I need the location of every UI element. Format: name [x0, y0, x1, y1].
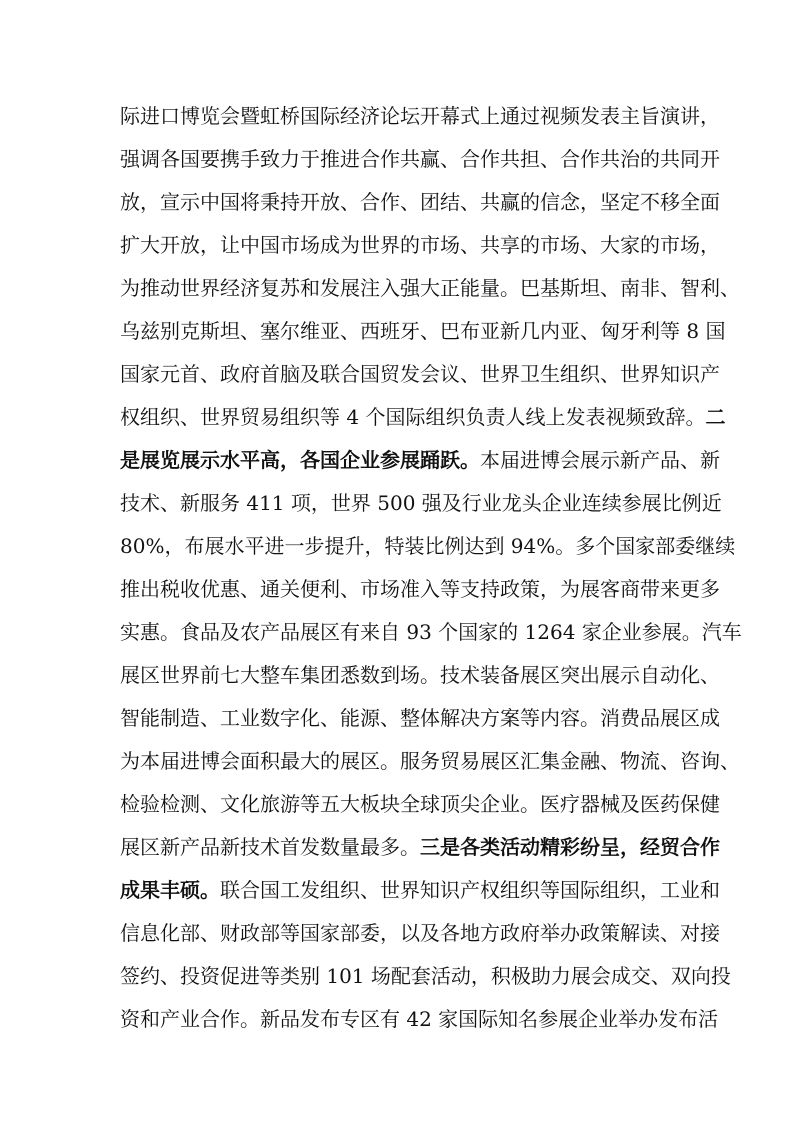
text-run: 为本届进博会面积最大的展区。服务贸易展区汇集金融、物流、咨询、 [120, 749, 740, 773]
text-line [120, 224, 720, 267]
text-run: 本届进博会展示新产品、新 [480, 448, 720, 472]
text-line [120, 568, 720, 611]
text-line [120, 353, 720, 396]
text-line [120, 955, 731, 998]
text-run: 智能制造、工业数字化、能源、整体解决方案等内容。消费品展区成 [120, 706, 720, 730]
text-line [120, 267, 740, 310]
text-line [120, 439, 720, 482]
text-line [120, 396, 726, 439]
text-run: 联合国工发组织、世界知识产权组织等国际组织，工业和 [220, 878, 720, 902]
text-line [120, 869, 720, 912]
text-run: 展区新产品新技术首发数量最多。 [120, 835, 420, 859]
text-run: 推出税收优惠、通关便利、市场准入等支持政策，为展客商带来更多 [120, 577, 720, 601]
bold-text-run: 二 [705, 405, 726, 429]
text-line [120, 697, 720, 740]
text-line [120, 138, 720, 181]
text-run: 资和产业合作。新品发布专区有 42 家国际知名参展企业举办发布活 [120, 1007, 719, 1031]
text-run: 80%，布展水平进一步提升，特装比例达到 94%。多个国家部委继续 [120, 534, 736, 558]
text-line [120, 654, 720, 697]
text-run: 签约、投资促进等类别 101 场配套活动，积极助力展会成交、双向投 [120, 964, 731, 988]
text-run: 扩大开放，让中国市场成为世界的市场、共享的市场、大家的市场， [120, 233, 720, 257]
text-run: 为推动世界经济复苏和发展注入强大正能量。巴基斯坦、南非、智利、 [120, 276, 740, 300]
text-line [120, 783, 720, 826]
text-line [120, 998, 719, 1041]
text-run: 国家元首、政府首脑及联合国贸发会议、世界卫生组织、世界知识产 [120, 362, 720, 386]
text-line [120, 181, 720, 224]
text-run: 放，宣示中国将秉持开放、合作、团结、共赢的信念，坚定不移全面 [120, 190, 720, 214]
text-line [120, 740, 740, 783]
text-run: 展区世界前七大整车集团悉数到场。技术装备展区突出展示自动化、 [120, 663, 720, 687]
text-line [120, 310, 726, 353]
text-line [120, 525, 736, 568]
text-run: 检验检测、文化旅游等五大板块全球顶尖企业。医疗器械及医药保健 [120, 792, 720, 816]
text-line [120, 95, 720, 138]
text-run: 权组织、世界贸易组织等 4 个国际组织负责人线上发表视频致辞。 [120, 405, 706, 429]
text-line [120, 912, 720, 955]
text-run: 强调各国要携手致力于推进合作共赢、合作共担、合作共治的共同开 [120, 147, 720, 171]
text-run: 实惠。食品及农产品展区有来自 93 个国家的 1264 家企业参展。汽车 [120, 620, 742, 644]
text-run: 技术、新服务 411 项，世界 500 强及行业龙头企业连续参展比例近 [120, 491, 722, 515]
bold-text-run: 是展览展示水平高，各国企业参展踊跃。 [120, 448, 480, 472]
body-text [120, 95, 742, 1041]
text-line [120, 482, 722, 525]
bold-text-run: 成果丰硕。 [120, 878, 220, 902]
text-line [120, 611, 742, 654]
text-line [120, 826, 720, 869]
text-run: 信息化部、财政部等国家部委，以及各地方政府举办政策解读、对接 [120, 921, 720, 945]
text-run: 乌兹别克斯坦、塞尔维亚、西班牙、巴布亚新几内亚、匈牙利等 8 国 [120, 319, 726, 343]
bold-text-run: 三是各类活动精彩纷呈，经贸合作 [420, 835, 720, 859]
text-run: 际进口博览会暨虹桥国际经济论坛开幕式上通过视频发表主旨演讲， [120, 104, 720, 128]
